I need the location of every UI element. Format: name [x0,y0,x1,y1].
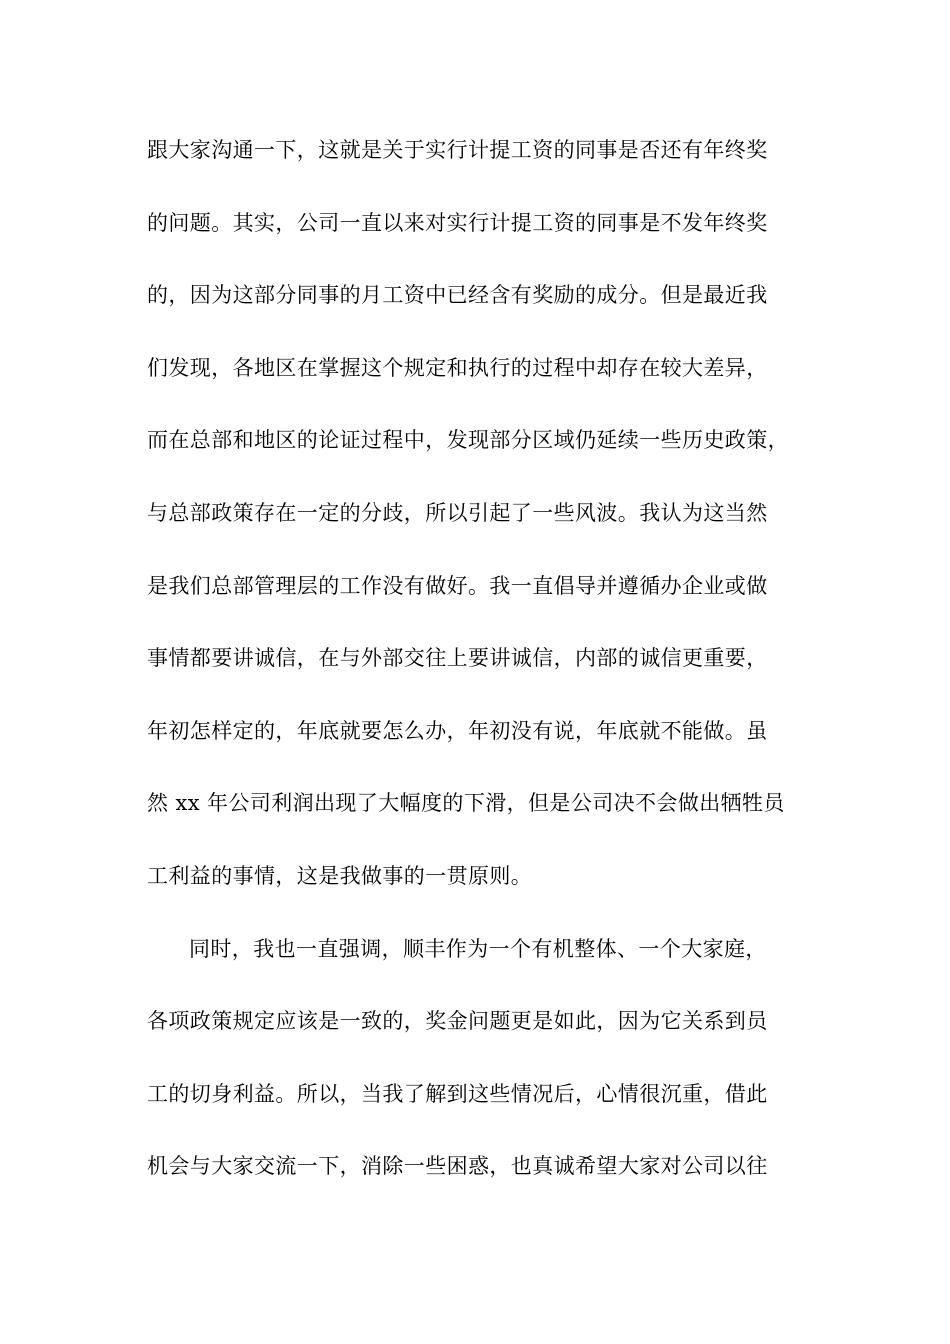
text-line: 的问题。其实，公司一直以来对实行计提工资的同事是不发年终奖 [147,210,768,235]
text-line: 工的切身利益。所以，当我了解到这些情况后，心情很沉重，借此 [147,1081,768,1106]
text-line: 跟大家沟通一下，这就是关于实行计提工资的同事是否还有年终奖 [147,138,768,162]
text-line: 的，因为这部分同事的月工资中已经含有奖励的成分。但是最近我 [147,283,768,308]
text-line: 机会与大家交流一下，消除一些困惑，也真诚希望大家对公司以往 [147,1154,768,1179]
paragraph-first-line: 同时，我也一直强调，顺丰作为一个有机整体、一个大家庭， [189,936,767,961]
text-line: 然 xx 年公司利润出现了大幅度的下滑，但是公司决不会做出牺牲员 [147,791,785,816]
text-line: 而在总部和地区的论证过程中，发现部分区域仍延续一些历史政策， [147,428,789,453]
text-line: 事情都要讲诚信，在与外部交往上要讲诚信，内部的诚信更重要， [147,646,768,671]
document-body [147,132,827,1221]
text-line: 与总部政策存在一定的分歧，所以引起了一些风波。我认为这当然 [147,500,768,525]
text-line: 们发现，各地区在掌握这个规定和执行的过程中却存在较大差异， [147,355,768,380]
text-line: 各项政策规定应该是一致的，奖金问题更是如此，因为它关系到员 [147,1009,768,1034]
text-line: 是我们总部管理层的工作没有做好。我一直倡导并遵循办企业或做 [147,573,768,598]
text-line: 工利益的事情，这是我做事的一贯原则。 [147,863,533,888]
text-line: 年初怎样定的，年底就要怎么办，年初没有说，年底就不能做。虽 [147,718,768,743]
